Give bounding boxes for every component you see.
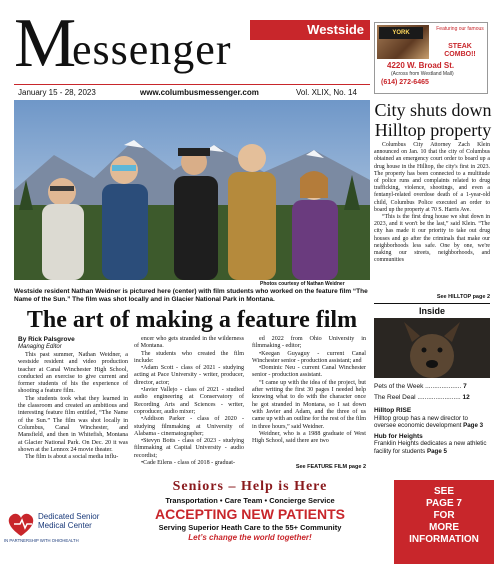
article-paragraph: encer who gets stranded in the wilderness of Montana. bbox=[134, 336, 244, 350]
heart-logo-icon bbox=[4, 510, 38, 538]
inside-teaser-text: Hilltop group has a new director to oversee economic development bbox=[374, 414, 468, 429]
masthead-rule bbox=[14, 84, 370, 85]
medical-center-name-line-1: Dedicated Senior bbox=[38, 512, 100, 521]
inside-teasers bbox=[374, 404, 490, 455]
article-paragraph: The students who created the film include: bbox=[134, 350, 244, 364]
hilltop-paragraph: Columbus City Attorney Zach Klein announced on Jan. 10 that the city of Columbus obtained an emergency court order to board up a drug house in the Hilltop, the city's first in 2023. The property has been connected to a multitude of police runs and complaints related to drug trafficking, violence, shootings, and even a fentanyl-related overdose death of a 1-year-old child, Columbus Police executed an order to board up the property at 70 S. Harris Ave. bbox=[374, 142, 490, 213]
article-paragraph: •Cade Eilens - class of 2018 - graduat- bbox=[141, 460, 236, 467]
article-paragraph: Weidner, who is a 1988 graduate of West High School, said there are two bbox=[252, 430, 366, 445]
restaurant-phone: (614) 272-6465 bbox=[381, 79, 429, 86]
inside-teaser-title: Hilltop RISE bbox=[374, 407, 412, 414]
inside-teaser-text: Franklin Heights dedicates a new athletic facility for students bbox=[374, 440, 487, 455]
article-paragraph: “I came up with the idea of the project, but after writing the first 30 pages I needed help knowing what to do with the character once he got stranded in Montana, so I sat down with Javier and Adam, and the three of us came up with an outline for the rest of the film in three hours,” said Weidner. bbox=[252, 379, 366, 430]
dog-photo-illustration bbox=[374, 318, 490, 378]
article-paragraph: •Javier Vallejo - class of 2021 - studied audio engineering at Conservatory of Recording Arts and Sciences - writer, coproducer, audio mixer; bbox=[134, 387, 244, 415]
inside-teaser-page: Page 3 bbox=[463, 422, 484, 429]
website-link[interactable]: www.columbusmessenger.com bbox=[140, 88, 259, 97]
masthead-initial: M bbox=[14, 5, 77, 82]
article-paragraph: •Dominic Neu - current Canal Winchester senior - production assistant. bbox=[252, 365, 366, 379]
issue-date: January 15 - 28, 2023 bbox=[18, 88, 96, 97]
inside-heading: Inside bbox=[418, 306, 445, 316]
article-paragraph: The students took what they learned in the classroom and created an ambitious and interesting feature film entitled, “The Name of the Sun.” The film was shot locally in Columbus, Canal Winchester, and Mansfield, and then in Whitefish, Montana at Glacier National Park. On Dec. 20 it was shown at the Lennox 24 movie theater. bbox=[18, 395, 128, 453]
film-crew-photo-illustration bbox=[14, 100, 370, 280]
medical-center-name bbox=[38, 513, 99, 530]
hilltop-headline[interactable]: City shuts down Hilltop property bbox=[374, 100, 492, 140]
hilltop-jump-link[interactable]: See HILLTOP page 2 bbox=[436, 294, 490, 300]
article-paragraph: •Keegan Guyaguy - current Canal Winchester senior - production assistant; and bbox=[252, 350, 366, 364]
inside-row-pets[interactable] bbox=[374, 383, 490, 390]
article-column-3 bbox=[252, 336, 366, 445]
article-headline[interactable]: The art of making a feature film bbox=[26, 307, 358, 333]
restaurant-address: 4220 W. Broad St. bbox=[387, 61, 455, 70]
article-paragraph: •Stevyn Botts - class of 2023 - studying filmmaking at Capital University - audio recordist; bbox=[134, 438, 244, 459]
combo-text: STEAK COMBO!! bbox=[444, 43, 476, 58]
inside-rule bbox=[374, 303, 490, 304]
volume-number: Vol. XLIX, No. 14 bbox=[296, 88, 357, 97]
byline-role: Managing Editor bbox=[18, 344, 62, 350]
article-column-1 bbox=[18, 352, 128, 461]
inside-row-page: 12 bbox=[462, 394, 470, 401]
medical-center-partner: IN PARTNERSHIP WITH OHIOHEALTH bbox=[4, 538, 79, 543]
see-box-line: SEE bbox=[433, 486, 454, 497]
lead-photo[interactable] bbox=[14, 100, 370, 280]
article-column-2 bbox=[134, 336, 244, 467]
hilltop-story-body bbox=[374, 142, 490, 264]
byline: By Rick Palsgrove bbox=[18, 336, 75, 343]
inside-row-label: The Reel Deal ........................ bbox=[374, 394, 463, 401]
medical-center-name-line-2: Medical Center bbox=[38, 520, 92, 530]
article-paragraph: •Adam Scott - class of 2021 - studying acting at Pace University - writer, producer, director, actor; bbox=[134, 365, 244, 386]
hilltop-paragraph: “This is the first drug house we shut down in 2023, and it won't be the last,” said Klein. “The city has made it our priority to take out drug houses and go after the criminals that make our neighborhoods less safe. One by one, we're making our streets, neighborhoods, and communities bbox=[374, 214, 490, 264]
article-paragraph: The film is about a social media influ- bbox=[25, 454, 119, 461]
ad-serving: Serving Superior Heath Care to the 55+ Community bbox=[158, 523, 342, 532]
see-page-7-box[interactable] bbox=[394, 480, 494, 564]
pet-photo[interactable] bbox=[374, 318, 490, 378]
see-box-line: FOR bbox=[433, 510, 455, 521]
restaurant-name: YORK bbox=[379, 27, 423, 39]
york-steakhouse-ad[interactable] bbox=[374, 22, 488, 94]
inside-row-reel-deal[interactable] bbox=[374, 394, 490, 401]
inside-teaser[interactable] bbox=[374, 407, 490, 430]
ad-headline: Seniors – Help is Here bbox=[172, 479, 328, 494]
edition-tab: Westside bbox=[250, 20, 370, 40]
ad-tagline: Let’s change the world together! bbox=[188, 533, 312, 542]
photo-credit: Photos courtesy of Nathan Weidner bbox=[260, 281, 345, 287]
feature-film-jump-link[interactable]: See FEATURE FILM page 2 bbox=[295, 464, 366, 470]
ad-services: Transportation • Care Team • Concierge Service bbox=[165, 496, 335, 505]
inside-teaser-title: Hub for Heights bbox=[374, 432, 423, 440]
see-box-line: MORE bbox=[429, 522, 459, 533]
restaurant-address-note: (Across from Westland Mall) bbox=[391, 71, 454, 77]
inside-teaser-page: Page 5 bbox=[426, 447, 447, 455]
article-paragraph: •Addison Parker - class of 2020 - studying filmmaking at University of Alabama - cinematographer; bbox=[134, 416, 244, 437]
photo-caption: Westside resident Nathan Weidner is pictured here (center) with film students who worked on the feature film “The Name of the Sun.” The film was shot locally and in Glacier National Park in Montana. bbox=[14, 288, 368, 303]
ad-accepting-patients: ACCEPTING NEW PATIENTS bbox=[154, 506, 346, 522]
inside-teaser[interactable] bbox=[374, 433, 490, 456]
see-box-line: PAGE 7 bbox=[426, 498, 462, 509]
article-paragraph: This past summer, Nathan Weidner, a westside resident and video production teacher at Canal Winchester High School, conducted an exercise to give current and former students of his the experience of shooting a feature film. bbox=[18, 352, 128, 395]
masthead-title: essenger bbox=[72, 25, 232, 74]
see-box-line: INFORMATION bbox=[409, 534, 479, 545]
inside-row-page: 7 bbox=[463, 383, 467, 390]
inside-row-label: Pets of the Week .................... bbox=[374, 383, 464, 390]
article-paragraph: ed 2022 from Ohio University in filmmaking - editor; bbox=[252, 336, 366, 350]
featuring-text: Featuring our famous bbox=[436, 26, 484, 32]
